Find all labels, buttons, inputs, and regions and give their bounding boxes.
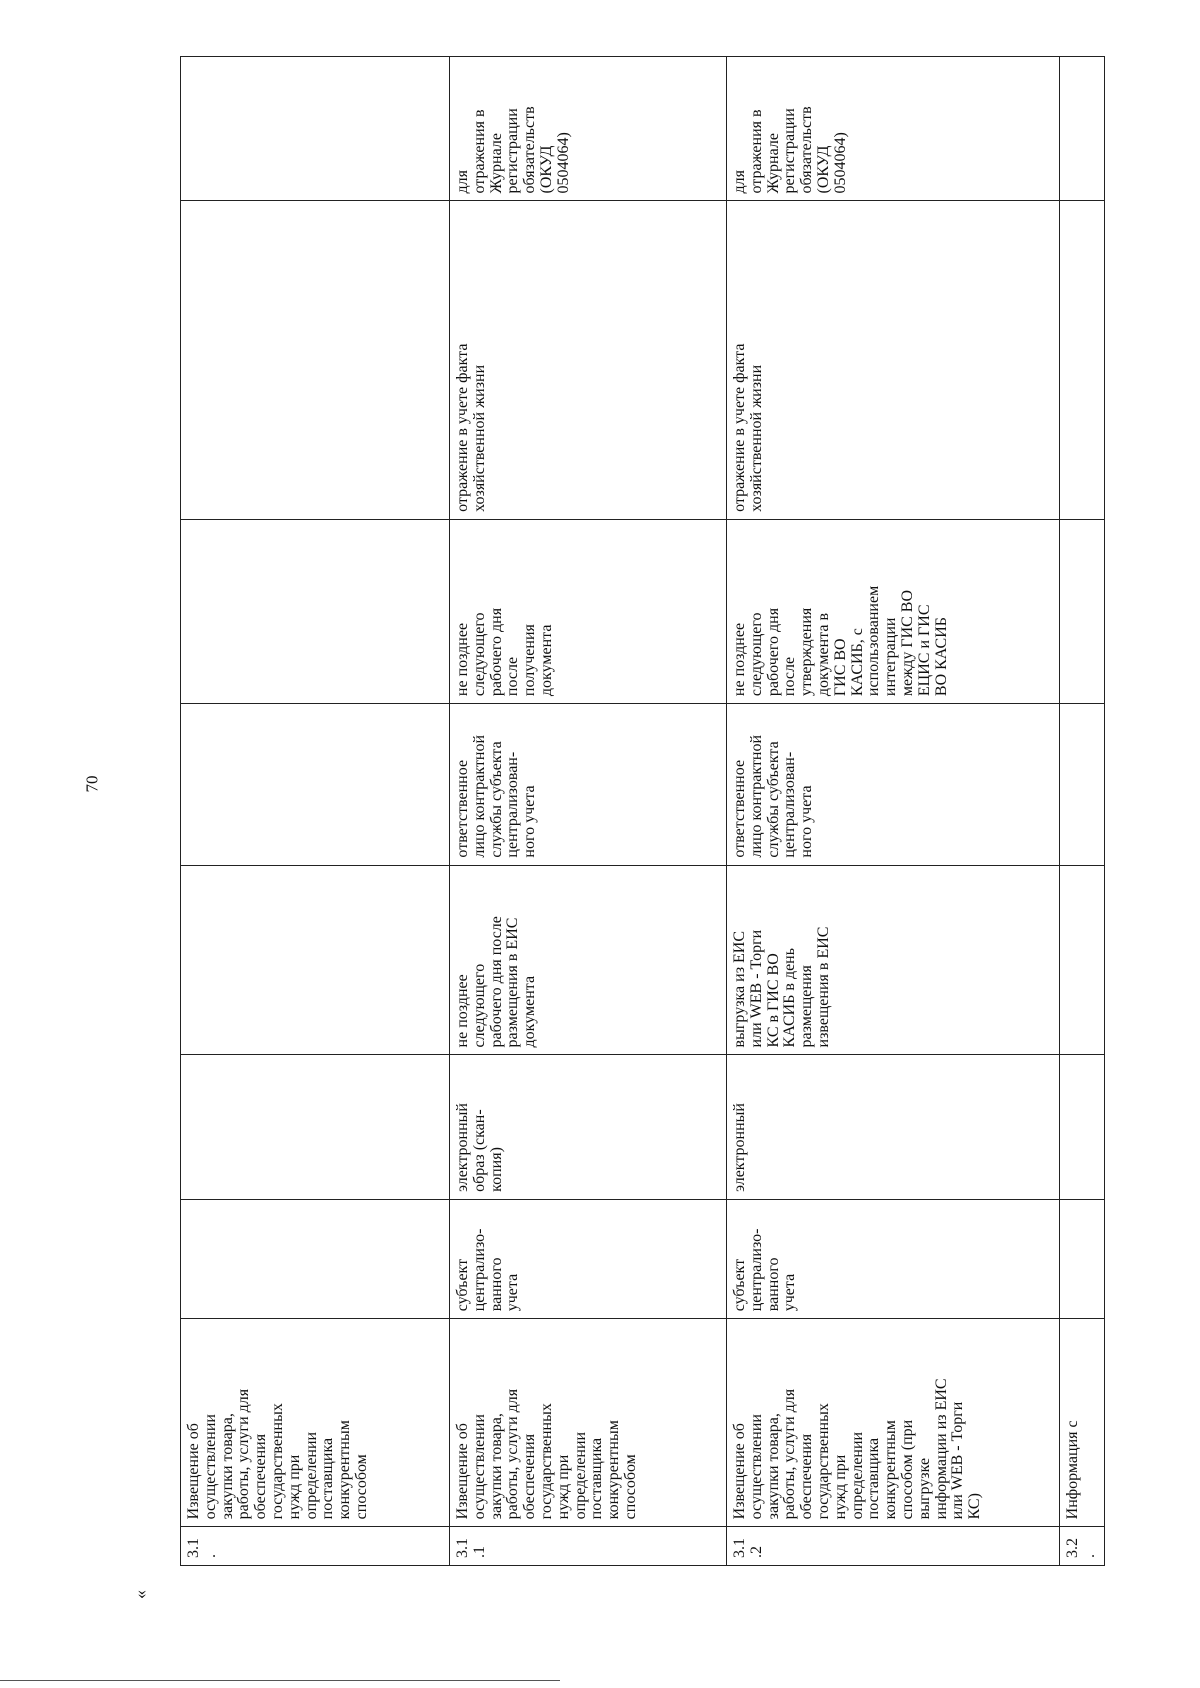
cell-text: 3.1. bbox=[185, 1538, 219, 1558]
responsible-person-cell bbox=[727, 704, 1060, 865]
submission-deadline-cell bbox=[727, 865, 1060, 1055]
cell-text: электронный образ (скан- копия) bbox=[454, 1103, 505, 1192]
row-number-cell bbox=[181, 1527, 450, 1566]
row-number-cell bbox=[1060, 1527, 1105, 1566]
table-cell bbox=[1060, 1055, 1105, 1199]
table-row bbox=[450, 57, 727, 1566]
cell-text: Извещение об осуществлении закупки товара, работы, услуги для обеспечения государственных нужд при определении поставщика конкурентным способом bbox=[185, 1388, 370, 1520]
table-cell bbox=[181, 1055, 450, 1199]
table-cell bbox=[1060, 704, 1105, 865]
row-number-cell bbox=[727, 1527, 1060, 1566]
processing-deadline-cell bbox=[450, 519, 727, 703]
cell-text: выгрузка из ЕИС или WEB - Торги КС в ГИС ВО КАСИБ в день размещения извещения в ЕИС bbox=[731, 926, 832, 1048]
action-cell bbox=[450, 201, 727, 519]
document-name-cell bbox=[181, 1319, 450, 1527]
cell-text: Информация с bbox=[1064, 1420, 1081, 1520]
submission-deadline-cell bbox=[450, 865, 727, 1055]
cell-text: не позднее следующего рабочего дня после получения документа bbox=[454, 607, 555, 697]
document-form-cell bbox=[450, 1055, 727, 1199]
bottom-divider bbox=[0, 1680, 560, 1681]
table-cell bbox=[181, 704, 450, 865]
cell-text: отражение в учете факта хозяйственной жизни bbox=[454, 343, 488, 512]
cell-text: для отражения в Журнале регистрации обязательств (ОКУД 0504064) bbox=[454, 106, 572, 194]
cell-text: ответственное лицо контрактной службы субъекта централизован- ного учета bbox=[731, 734, 816, 858]
table-cell bbox=[1060, 519, 1105, 703]
cell-text: субъект централизо- ванного учета bbox=[454, 1228, 522, 1312]
cell-text: субъект централизо- ванного учета bbox=[731, 1228, 799, 1312]
originator-cell bbox=[727, 1199, 1060, 1318]
table-cell bbox=[181, 865, 450, 1055]
table-cell bbox=[1060, 1199, 1105, 1318]
originator-cell bbox=[450, 1199, 727, 1318]
cell-text: для отражения в Журнале регистрации обязательств (ОКУД 0504064) bbox=[731, 106, 849, 194]
cell-text: 3.1.1 bbox=[454, 1538, 488, 1558]
page-number: 70 bbox=[82, 775, 102, 793]
cell-text: не позднее следующего рабочего дня после размещения в ЕИС документа bbox=[454, 916, 539, 1048]
cell-text: электронный bbox=[731, 1103, 748, 1192]
table-row bbox=[181, 57, 450, 1566]
table-cell bbox=[1060, 201, 1105, 519]
document-name-cell bbox=[727, 1319, 1060, 1527]
table-row bbox=[1060, 57, 1105, 1566]
purpose-cell bbox=[727, 57, 1060, 202]
cell-text: Извещение об осуществлении закупки товара, работы, услуги для обеспечения государственных нужд при определении поставщика конкурентным способом bbox=[454, 1388, 639, 1520]
table-row bbox=[727, 57, 1060, 1566]
table-cell bbox=[181, 57, 450, 202]
cell-text: 3.1.2 bbox=[731, 1538, 765, 1558]
cell-text: 3.2. bbox=[1064, 1538, 1098, 1558]
document-name-cell bbox=[450, 1319, 727, 1527]
purpose-cell bbox=[450, 57, 727, 202]
cell-text: не позднее следующего рабочего дня после утверждения документа в ГИС ВО КАСИБ, с использованием интеграции между ГИС ВО ЕЦИС и ГИС ВО КАСИБ bbox=[731, 585, 950, 697]
action-cell bbox=[727, 201, 1060, 519]
document-table bbox=[180, 56, 1105, 1566]
document-table-rotated bbox=[180, 56, 1120, 1566]
responsible-person-cell bbox=[450, 704, 727, 865]
processing-deadline-cell bbox=[727, 519, 1060, 703]
document-name-cell bbox=[1060, 1319, 1105, 1527]
opening-quote-mark: « bbox=[130, 1590, 150, 1599]
document-form-cell bbox=[727, 1055, 1060, 1199]
cell-text: Извещение об осуществлении закупки товара, работы, услуги для обеспечения государственных нужд при определении поставщика конкурентным способом (при выгрузке информации из ЕИС или WEB - Торги КС) bbox=[731, 1378, 984, 1520]
table-cell bbox=[181, 201, 450, 519]
cell-text: отражение в учете факта хозяйственной жизни bbox=[731, 343, 765, 512]
row-number-cell bbox=[450, 1527, 727, 1566]
table-cell bbox=[181, 1199, 450, 1318]
cell-text: ответственное лицо контрактной службы субъекта централизован- ного учета bbox=[454, 734, 539, 858]
table-cell bbox=[181, 519, 450, 703]
table-cell bbox=[1060, 865, 1105, 1055]
table-cell bbox=[1060, 57, 1105, 202]
